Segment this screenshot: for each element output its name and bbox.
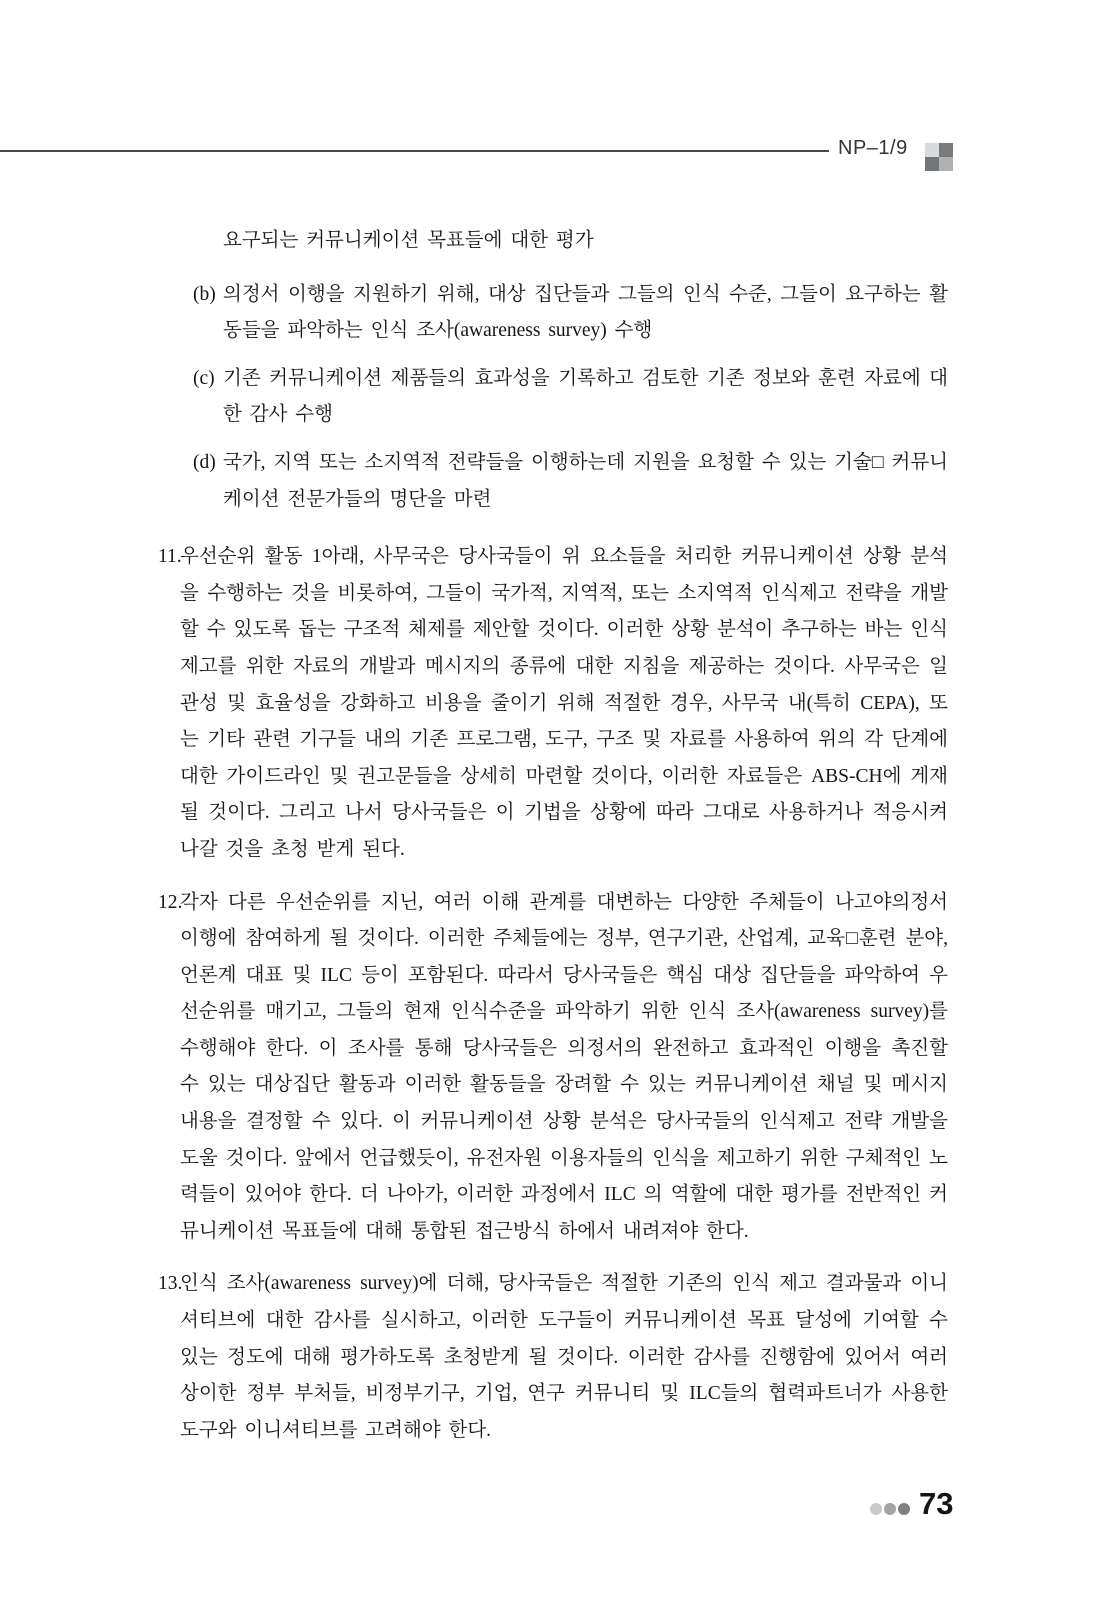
paragraph-number: 11.	[158, 546, 182, 568]
document-code: NP–1/9	[838, 137, 908, 159]
checker-square-icon	[925, 143, 953, 171]
footer-dots-icon	[870, 1503, 910, 1515]
checker-cell	[925, 143, 939, 157]
list-item-c	[158, 361, 948, 434]
list-marker: (d)	[193, 451, 216, 473]
paragraph-number: 12.	[158, 891, 183, 913]
checker-cell	[939, 157, 953, 171]
page-number: 73	[919, 1486, 954, 1521]
checker-cell	[939, 143, 953, 157]
list-item-text: 의정서 이행을 지원하기 위해, 대상 집단들과 그들의 인식 수준, 그들이 요구하는 활동들을 파악하는 인식 조사(awareness survey) 수행	[223, 283, 948, 342]
list-item-text: 기존 커뮤니케이션 제품들의 효과성을 기록하고 검토한 기존 정보와 훈련 자료에 대한 감사 수행	[223, 367, 948, 426]
header-rule	[0, 150, 829, 152]
paragraph-text: 인식 조사(awareness survey)에 더해, 당사국들은 적절한 기존의 인식 제고 결과물과 이니셔티브에 대한 감사를 실시하고, 이러한 도구들이 커뮤니케이션 목표 달성에 기여할 수 있는 정도에 대해 평가하도록 초청받게 될 것이다. 이러한 감사를 진행함에 있어서 여러 상이한 정부 부처들, 비정부기구, 기업, 연구 커뮤니티 및 ILC들의 협력파트너가 사용한 도구와 이니셔티브를 고려해야 한다.	[180, 1273, 948, 1441]
list-marker: (c)	[193, 367, 215, 389]
list-item-text: 국가, 지역 또는 소지역적 전략들을 이행하는데 지원을 요청할 수 있는 기술□ 커뮤니케이션 전문가들의 명단을 마련	[223, 451, 948, 510]
list-item-b	[158, 277, 948, 350]
footer-dot	[884, 1503, 896, 1515]
document-body	[158, 223, 948, 1465]
footer-dot	[870, 1503, 882, 1515]
footer-dot	[898, 1503, 910, 1515]
list-marker: (b)	[193, 283, 216, 305]
paragraph-text: 우선순위 활동 1아래, 사무국은 당사국들이 위 요소들을 처리한 커뮤니케이션 상황 분석을 수행하는 것을 비롯하여, 그들이 국가적, 지역적, 또는 소지역적 인식제고 전략을 개발할 수 있도록 돕는 구조적 체제를 제안할 것이다. 이러한 상황 분석이 추구하는 바는 인식 제고를 위한 자료의 개발과 메시지의 종류에 대한 지침을 제공하는 것이다. 사무국은 일관성 및 효율성을 강화하고 비용을 줄이기 위해 적절한 경우, 사무국 내(특히 CEPA), 또는 기타 관련 기구들 내의 기존 프로그램, 도구, 구조 및 자료를 사용하여 위의 각 단계에 대한 가이드라인 및 권고문들을 상세히 마련할 것이다, 이러한 자료들은 ABS-CH에 게재될 것이다. 그리고 나서 당사국들은 이 기법을 상황에 따라 그대로 사용하거나 적응시켜나갈 것을 초청 받게 된다.	[180, 546, 948, 860]
paragraph-12	[158, 885, 948, 1251]
paragraph-text: 각자 다른 우선순위를 지닌, 여러 이해 관계를 대변하는 다양한 주체들이 나고야의정서 이행에 참여하게 될 것이다. 이러한 주체들에는 정부, 연구기관, 산업계, 교육□훈련 분야, 언론계 대표 및 ILC 등이 포함된다. 따라서 당사국들은 핵심 대상 집단들을 파악하여 우선순위를 매기고, 그들의 현재 인식수준을 파악하기 위한 인식 조사(awareness survey)를 수행해야 한다. 이 조사를 통해 당사국들은 의정서의 완전하고 효과적인 이행을 촉진할 수 있는 대상집단 활동과 이러한 활동들을 장려할 수 있는 커뮤니케이션 채널 및 메시지 내용을 결정할 수 있다. 이 커뮤니케이션 상황 분석은 당사국들의 인식제고 전략 개발을 도울 것이다. 앞에서 언급했듯이, 유전자원 이용자들의 인식을 제고하기 위한 구체적인 노력들이 있어야 한다. 더 나아가, 이러한 과정에서 ILC 의 역할에 대한 평가를 전반적인 커뮤니케이션 목표들에 대해 통합된 접근방식 하에서 내려져야 한다.	[180, 891, 948, 1242]
paragraph-11	[158, 539, 948, 868]
paragraph-13	[158, 1266, 948, 1449]
paragraph-number: 13.	[158, 1273, 183, 1295]
checker-cell	[925, 157, 939, 171]
continuation-line: 요구되는 커뮤니케이션 목표들에 대한 평가	[223, 230, 594, 251]
list-item-d	[158, 445, 948, 518]
